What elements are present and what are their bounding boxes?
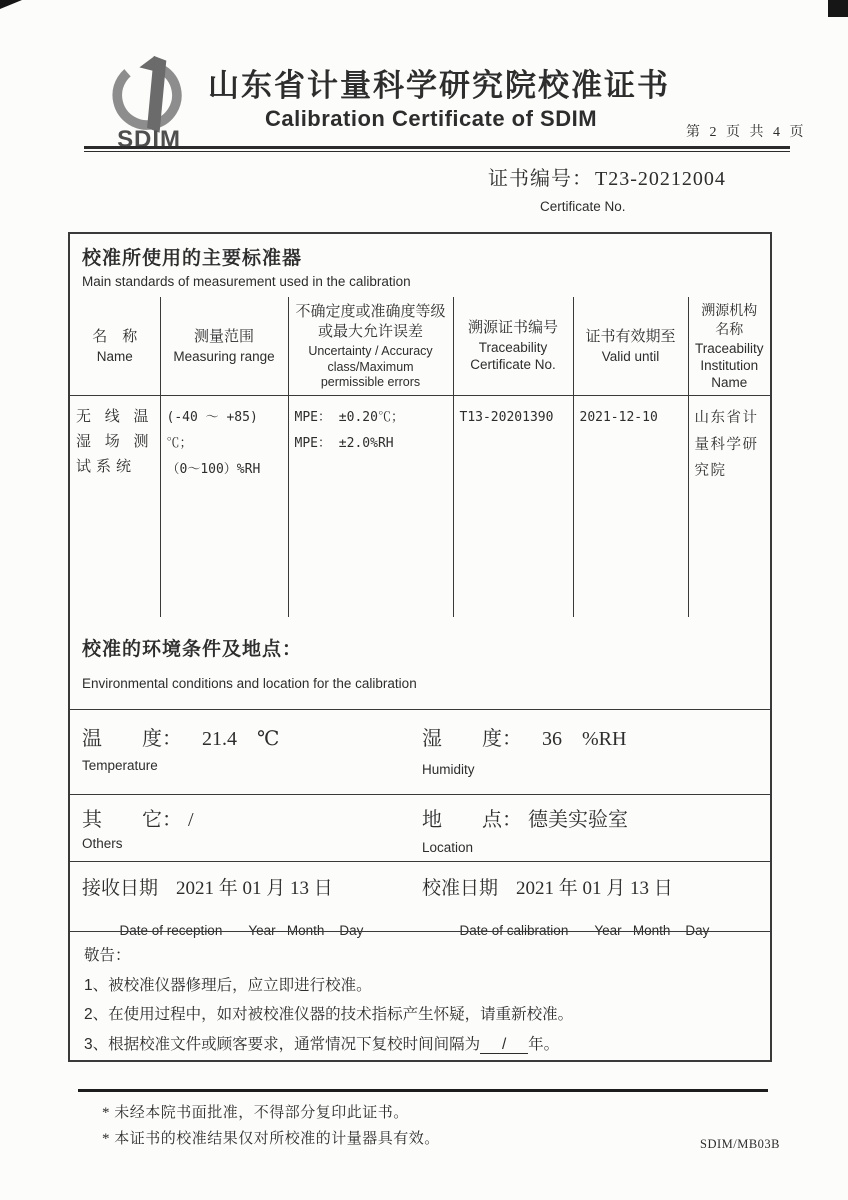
scan-artifact-top-right [828,0,848,17]
notice-item-3-blank: / [480,1036,528,1054]
temperature-humidity-row [70,709,770,794]
temperature-label-zh: 温 度： [82,727,182,750]
dates-row [70,861,770,938]
footnote-2: * 本证书的校准结果仅对所校准的计量器具有效。 [102,1131,440,1148]
temperature-unit: ℃ [257,727,280,750]
col-header-institution-en: Traceability Institution Name [694,340,764,390]
standards-table-header-row [70,297,770,396]
location-value: 德美实验室 [528,808,628,831]
reception-date-label-en: Date of reception [119,922,223,938]
location-block [422,803,770,861]
location-label-en: Location [422,839,474,855]
standards-section-header [70,234,770,297]
environment-title-en: Environmental conditions and location for the calibration [82,675,417,691]
cell-traceability-no: T13-20201390 [453,396,573,617]
environment-section-header [70,617,770,709]
certificate-title-zh: 山东省计量科学研究院校准证书 [208,68,670,103]
page-number-indicator: 第 2 页 共 4 页 [686,125,807,140]
col-header-name-zh: 名 称 [92,327,138,345]
calibration-date-label-en: Date of calibration [459,922,569,938]
certificate-title-en: Calibration Certificate of SDIM [264,106,598,131]
mpe-line2: MPE： ±2.0%RH [294,436,394,452]
certificate-number [488,162,726,191]
others-location-row [70,794,770,861]
col-header-mpe [288,297,453,396]
cell-standard-name: 无线温湿场测试系统 [70,396,160,617]
reception-date-label-zh: 接收日期 [82,877,159,899]
col-header-valid-zh: 证书有效期至 [585,327,676,345]
cell-mpe [288,396,453,617]
humidity-label-en: Humidity [422,761,475,777]
certificate-body-box [68,232,772,1062]
notice-item-2: 2、在使用过程中，如对被校准仪器的技术指标产生怀疑，请重新校准。 [84,1006,574,1024]
col-header-institution [688,297,770,396]
others-value: / [188,808,194,831]
logo-one-flag-icon [139,56,154,71]
humidity-block [422,722,770,794]
notice-item-3 [84,1030,756,1060]
location-label-zh: 地 点： [422,808,522,831]
header-double-rule [84,146,790,152]
col-header-name-en: Name [96,348,133,364]
col-header-traceability-en: Traceability Certificate No. [470,340,556,373]
certificate-number-label-zh: 证书编号： [488,168,593,190]
cell-measuring-range [160,396,288,617]
humidity-label-zh: 湿 度： [422,727,522,750]
standards-title-en: Main standards of measurement used in the calibration [82,274,411,289]
calibration-date-units-en: Year Month Day [594,922,710,938]
col-header-traceability-zh: 溯源证书编号 [467,319,558,337]
col-header-mpe-en: Uncertainty / Accuracy class/Maximum permissible errors [308,344,433,390]
col-header-range-en: Measuring range [173,348,275,364]
col-header-name [70,297,160,396]
logo-text: SDIM [117,126,181,150]
col-header-valid-en: Valid until [601,348,660,364]
certificate-number-value: T23-20212004 [595,168,726,190]
notice-item-3-prefix: 3、根据校准文件或顾客要求，通常情况下复校时间间隔为 [84,1036,481,1054]
sdim-logo [96,52,202,150]
col-header-traceability [453,297,573,396]
measuring-range-line2: （0～100）%RH [166,462,261,478]
calibration-date-label-zh: 校准日期 [422,877,499,899]
notice-item-1: 1、被校准仪器修理后，应立即进行校准。 [84,976,372,994]
scan-artifact-top-left [0,0,22,9]
others-label-en: Others [82,835,123,851]
col-header-valid [573,297,688,396]
temperature-label-en: Temperature [82,757,158,773]
notice-section [70,931,770,1060]
temperature-block [82,722,422,794]
humidity-unit: %RH [582,727,627,750]
temperature-value: 21.4 [202,727,237,750]
mpe-line1: MPE： ±0.20℃； [294,410,404,426]
reception-date-units-en: Year Month Day [248,922,364,938]
notice-item-3-suffix: 年。 [528,1036,560,1054]
standards-table [70,297,770,617]
notice-title: 敬告： [84,946,131,964]
cell-institution: 山东省计量科学研究院 [688,396,770,617]
others-label-zh: 其 它： [82,808,182,831]
humidity-value: 36 [542,727,562,750]
footnotes [102,1100,440,1153]
calibration-date-block [422,873,770,938]
col-header-mpe-zh: 不确定度或准确度等级或最大允许误差 [295,302,446,340]
reception-date-value: 2021 年 01 月 13 日 [176,877,333,899]
measuring-range-line1: (-40 ～ +85) ℃； [166,410,258,452]
col-header-range-zh: 测量范围 [193,327,254,345]
footnote-1: * 未经本院书面批准，不得部分复印此证书。 [102,1105,409,1121]
calibration-date-value: 2021 年 01 月 13 日 [516,877,673,899]
col-header-range [160,297,288,396]
cell-valid-until: 2021-12-10 [573,396,688,617]
form-number: SDIM/MB03B [700,1137,781,1151]
standards-table-data-row [70,396,770,617]
footer-rule [78,1089,768,1092]
others-block [82,803,422,861]
col-header-institution-zh: 溯源机构名称 [701,302,758,337]
environment-title-zh: 校准的环境条件及地点： [82,638,303,660]
reception-date-block [82,873,422,938]
standards-title-zh: 校准所使用的主要标准器 [82,248,303,269]
certificate-number-label-en: Certificate No. [540,199,626,214]
